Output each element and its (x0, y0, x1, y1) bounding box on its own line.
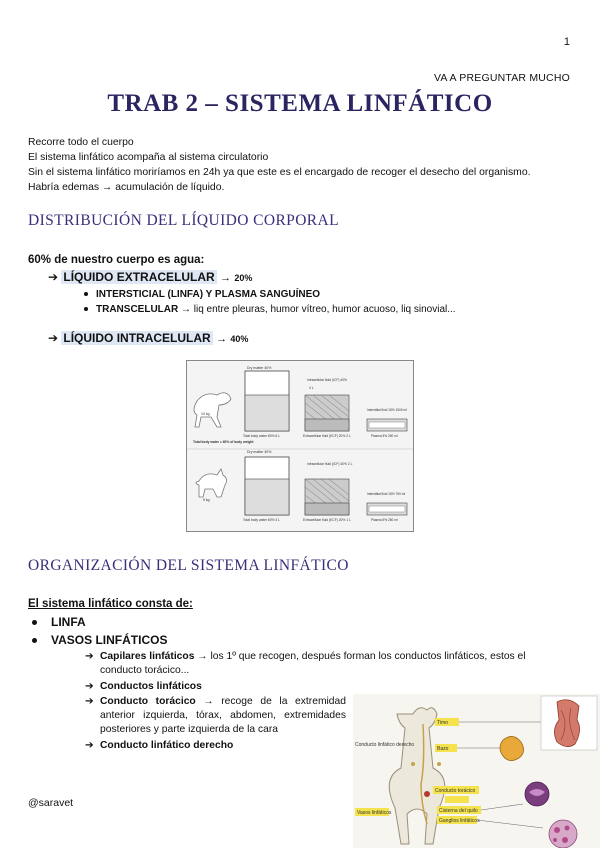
body-fluid-figure (186, 360, 414, 532)
arrow-right-icon: ➔ (85, 651, 94, 662)
arrow-right-icon: ➔ (48, 331, 62, 345)
diagram-label: Conducto torácico (435, 788, 476, 794)
lymphatic-diagram (353, 694, 600, 848)
intro-line: El sistema linfático acompaña al sistema circulatorio (28, 152, 269, 163)
spleen-inset-icon (500, 736, 524, 760)
vessel-item-capilares: ➔ Capilares linfáticos → los 1º que recogen, después forman los conductos linfáticos, estos el conducto torácico... (85, 651, 526, 676)
figure-label: Total body water 60% 3 L (243, 518, 281, 522)
diagram-label: Conducto linfático derecho (355, 742, 415, 748)
dog-body-outline-icon (389, 708, 445, 844)
figure-label: 4 L (309, 386, 314, 390)
intracellular-line (48, 331, 248, 345)
author-handle: @saravet (28, 797, 74, 809)
arrow-symbol: → (220, 272, 232, 284)
vessel-item-derecho: ➔ Conducto linfático derecho (85, 740, 234, 751)
intro-line: Sin el sistema linfático moriríamos en 24h ya que este es el encargado de recoger el desecho del organismo. (28, 167, 531, 178)
arrow-right-icon: ➔ (85, 740, 94, 751)
diagram-label: Cisterna del quilo (439, 808, 478, 814)
bullet-icon (84, 292, 88, 296)
figure-label: Extracellular fluid (ECF) 20% 2 L (303, 434, 351, 438)
intracellular-percent: 40% (230, 334, 249, 344)
intro-paragraph (28, 135, 531, 195)
list-item-linfa: LINFA (32, 615, 86, 629)
sub-item-interstitial: INTERSTICIAL (LINFA) Y PLASMA SANGUÍNEO (84, 289, 320, 300)
extracellular-percent: 20% (234, 273, 253, 283)
figure-label: Dry matter 40% (247, 450, 272, 454)
bullet-icon (32, 638, 37, 643)
extracellular-line (48, 270, 252, 284)
list-item-vasos: VASOS LINFÁTICOS (32, 633, 167, 647)
diagram-label: Bazo (437, 746, 449, 752)
vessel-item-conductos: ➔ Conductos linfáticos (85, 681, 202, 692)
figure-label: Dry matter 40% (247, 366, 272, 370)
intracellular-label: LÍQUIDO INTRACELULAR (63, 331, 211, 345)
figure-label: 5 kg (203, 498, 210, 502)
intro-line: Habría edemas → acumulación de líquido. (28, 182, 225, 193)
arrow-right-icon: ➔ (85, 696, 94, 707)
arrow-symbol: → (216, 333, 228, 345)
bullet-icon (84, 307, 88, 311)
lymph-node-inset-icon (549, 820, 577, 848)
page-number: 1 (563, 36, 570, 48)
top-note: VA A PREGUNTAR MUCHO (433, 72, 570, 84)
figure-label: 10 kg (201, 412, 210, 416)
figure-label: Extracellular fluid (ECF) 20% 1 L (303, 518, 351, 522)
vessel-item-toracico: ➔ Conducto torácico → recoge de la extremidad anterior izquierda, tórax, abdomen, extremidades posteriores y parte izquierda de la cara (85, 696, 346, 735)
figure-label: Total body water 60% 6 L (243, 434, 281, 438)
cisterna-inset-icon (525, 782, 549, 806)
page-title: TRAB 2 – SISTEMA LINFÁTICO (107, 90, 493, 117)
figure-label: Plasma 5% 250 ml (371, 434, 398, 438)
sub-item-transcellular: TRANSCELULAR → liq entre pleuras, humor vítreo, humor acuoso, liq sinovial... (84, 304, 456, 315)
figure-label: Intracellular fluid (ICF) 40% 2 L (307, 462, 353, 466)
dog-silhouette-icon (194, 393, 231, 427)
cat-silhouette-icon (196, 469, 227, 497)
arrow-right-icon: ➔ (48, 270, 62, 284)
figure-label: Interstitial fluid 15% 750 ml (367, 492, 406, 496)
intro-line: Recorre todo el cuerpo (28, 137, 134, 148)
water-statement: 60% de nuestro cuerpo es agua: (28, 254, 205, 266)
figure-label: Plasma 5% 250 ml (371, 518, 398, 522)
figure-label: Intracellular fluid (ICF) 40% (307, 378, 347, 382)
extracellular-label: LÍQUIDO EXTRACELULAR (63, 270, 215, 284)
consta-heading: El sistema linfático consta de: (28, 598, 193, 610)
figure-label: Total body water = 60% of body weight (193, 440, 254, 444)
diagram-label: Ganglios linfáticos (439, 818, 480, 824)
diagram-label: Vasos linfáticos (357, 810, 392, 816)
figure-label: Interstitial fluid 15% 1500 ml (367, 408, 407, 412)
thymus-inset-icon (541, 696, 597, 750)
section-heading-organizacion: ORGANIZACIÓN DEL SISTEMA LINFÁTICO (28, 557, 349, 574)
arrow-right-icon: ➔ (85, 681, 94, 692)
bullet-icon (32, 620, 37, 625)
diagram-label: Timo (437, 720, 448, 726)
section-heading-distribucion: DISTRIBUCIÓN DEL LÍQUIDO CORPORAL (28, 212, 339, 229)
